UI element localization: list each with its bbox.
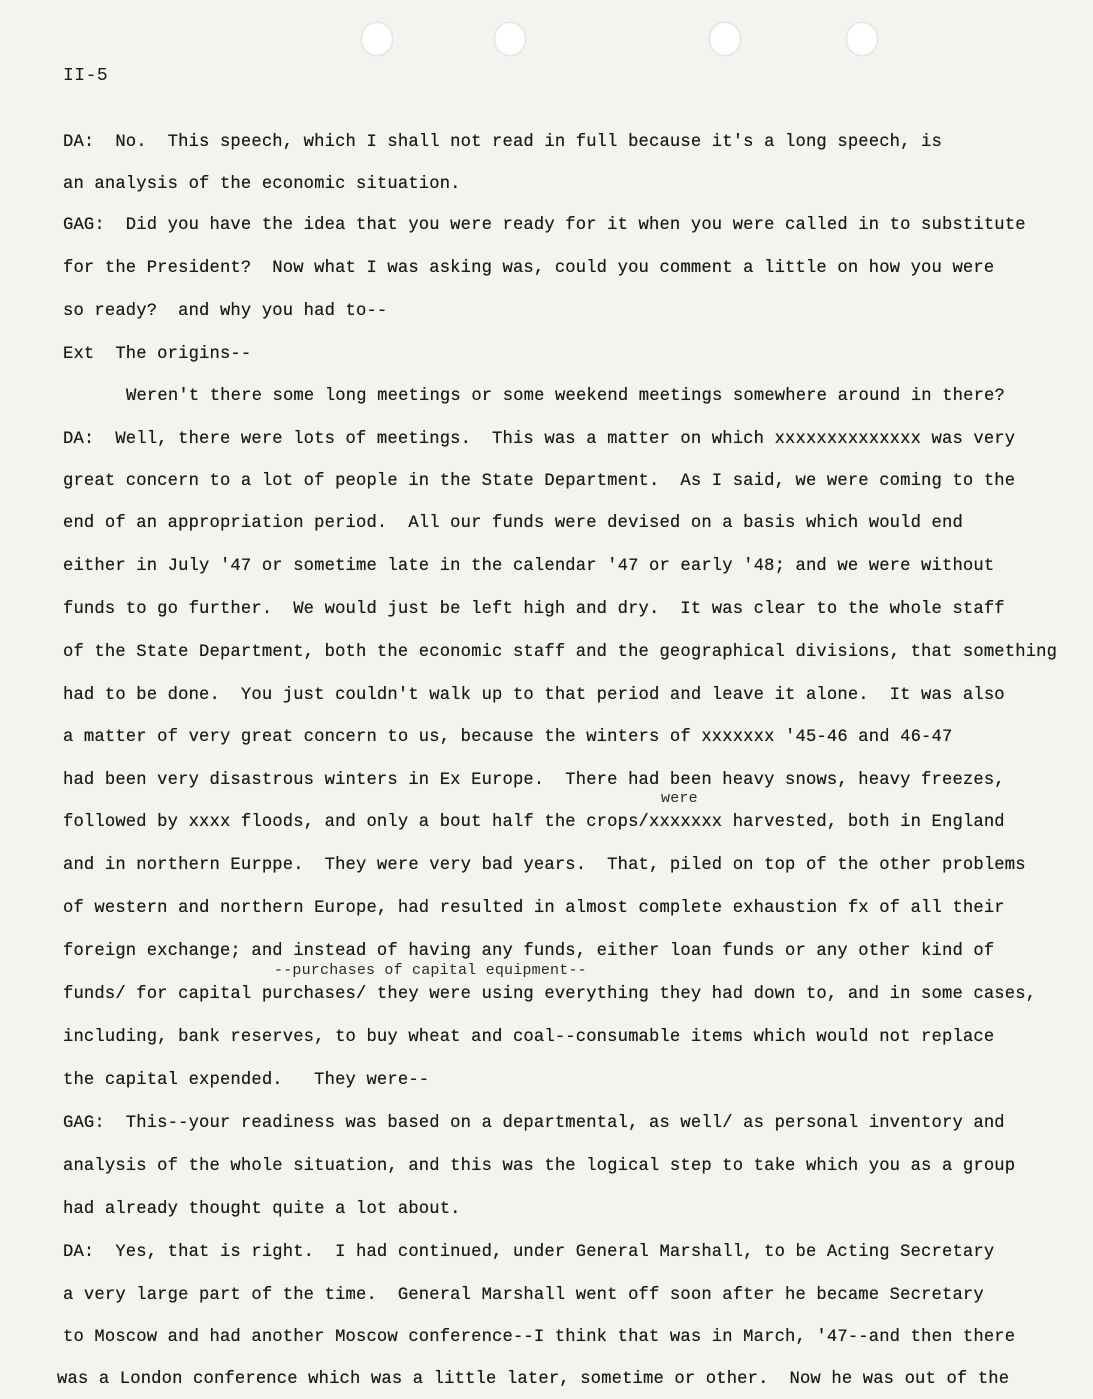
- punch-hole-4: [846, 22, 878, 56]
- interlinear-insert: --purchases of capital equipment--: [274, 962, 587, 979]
- transcript-line: Weren't there some long meetings or some weekend meetings somewhere around in there?: [126, 387, 1005, 406]
- transcript-line: so ready? and why you had to--: [63, 302, 388, 321]
- transcript-line: DA: Yes, that is right. I had continued, under General Marshall, to be Acting Secretary: [63, 1243, 995, 1262]
- punch-hole-2: [494, 22, 526, 56]
- transcript-line: including, bank reserves, to buy wheat and coal--consumable items which would not replace: [63, 1028, 995, 1047]
- transcript-line: analysis of the whole situation, and this was the logical step to take which you as a group: [63, 1157, 1016, 1176]
- transcript-line: of the State Department, both the economic staff and the geographical divisions, that something: [63, 643, 1058, 662]
- transcript-line: had been very disastrous winters in Ex Europe. There had been heavy snows, heavy freezes,: [63, 771, 1005, 790]
- page-number: II-5: [63, 66, 109, 86]
- transcript-line: DA: No. This speech, which I shall not read in full because it's a long speech, is: [63, 133, 942, 152]
- transcript-line: funds/ for capital purchases/ they were using everything they had down to, and in some cases,: [63, 985, 1037, 1004]
- transcript-line: had already thought quite a lot about.: [63, 1200, 461, 1219]
- transcript-line: foreign exchange; and instead of having any funds, either loan funds or any other kind of: [63, 942, 995, 961]
- transcript-line: to Moscow and had another Moscow conference--I think that was in March, '47--and then there: [63, 1328, 1016, 1347]
- transcript-line: GAG: Did you have the idea that you were ready for it when you were called in to substitute: [63, 216, 1026, 235]
- interlinear-insert: were: [661, 790, 698, 807]
- transcript-line: an analysis of the economic situation.: [63, 175, 461, 194]
- transcript-line: great concern to a lot of people in the State Department. As I said, we were coming to the: [63, 472, 1016, 491]
- transcript-line: followed by xxxx floods, and only a bout half the crops/xxxxxxx harvested, both in England: [63, 813, 1005, 832]
- transcript-line: a matter of very great concern to us, because the winters of xxxxxxx '45-46 and 46-47: [63, 728, 953, 747]
- transcript-line: DA: Well, there were lots of meetings. This was a matter on which xxxxxxxxxxxxxx was very: [63, 430, 1016, 449]
- punch-hole-3: [709, 22, 741, 56]
- transcript-line: end of an appropriation period. All our funds were devised on a basis which would end: [63, 514, 963, 533]
- transcript-line: was a London conference which was a little later, sometime or other. Now he was out of the: [57, 1370, 1010, 1389]
- transcript-line: the capital expended. They were--: [63, 1071, 430, 1090]
- transcript-line: of western and northern Europe, had resulted in almost complete exhaustion fx of all their: [63, 899, 1005, 918]
- transcript-line: Ext The origins--: [63, 345, 252, 364]
- transcript-line: either in July '47 or sometime late in the calendar '47 or early '48; and we were without: [63, 557, 995, 576]
- transcript-line: had to be done. You just couldn't walk up to that period and leave it alone. It was also: [63, 686, 1005, 705]
- transcript-line: funds to go further. We would just be left high and dry. It was clear to the whole staff: [63, 600, 1005, 619]
- transcript-line: a very large part of the time. General Marshall went off soon after he became Secretary: [63, 1286, 984, 1305]
- transcript-line: GAG: This--your readiness was based on a departmental, as well/ as personal inventory and: [63, 1114, 1005, 1133]
- transcript-line: for the President? Now what I was asking was, could you comment a little on how you were: [63, 259, 995, 278]
- punch-hole-1: [361, 22, 393, 56]
- transcript-line: and in northern Eurppe. They were very bad years. That, piled on top of the other problems: [63, 856, 1026, 875]
